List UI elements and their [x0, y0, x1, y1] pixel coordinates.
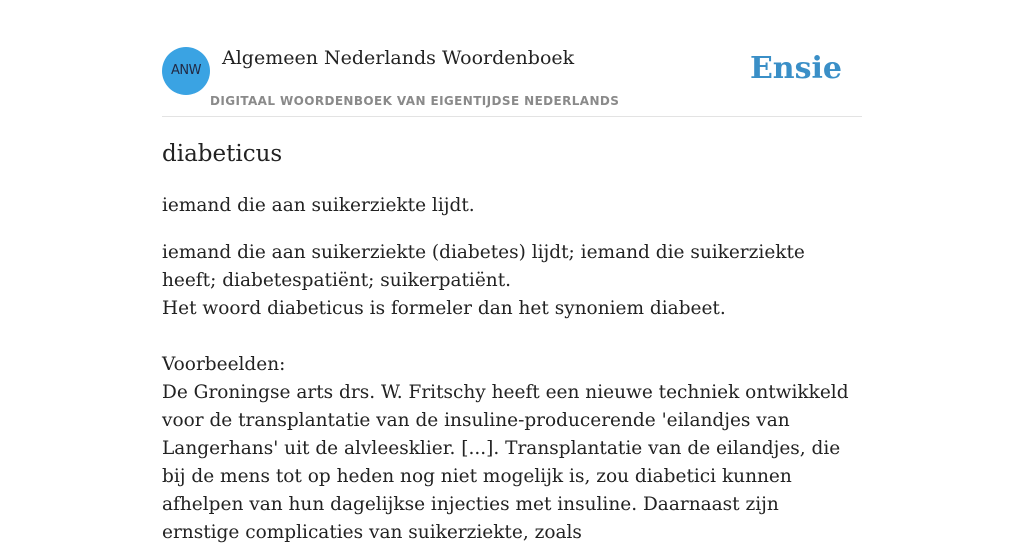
example-text: De Groningse arts drs. W. Fritschy heeft een nieuwe techniek ontwikkeld voor de transplantatie van de insuline-producerende 'eilandjes van Langerhans' uit de alvleesklier. [...]. Transplantatie van de eilandjes, die bij de mens tot op heden nog niet mogelijk is, zou diabetici kunnen afhelpen van hun dagelijkse injecties met insuline. Daarnaast zijn ernstige complicaties van suikerziekte, zoals [162, 382, 849, 543]
usage-note: Het woord diabeticus is formeler dan het synoniem diabeet. [162, 298, 726, 319]
entry-title: diabeticus [162, 141, 283, 167]
ensie-brand-logo[interactable]: Ensie [749, 51, 842, 86]
site-header [162, 47, 862, 117]
anw-logo[interactable]: ANW [162, 47, 210, 95]
examples-heading: Voorbeelden: [162, 354, 286, 375]
short-definition: iemand die aan suikerziekte lijdt. [162, 195, 475, 216]
entry-content [162, 138, 862, 547]
definition-line: iemand die aan suikerziekte (diabetes) lijdt; iemand die suikerziekte heeft; diabetespatiënt; suikerpatiënt. [162, 242, 805, 291]
site-subtitle: DIGITAAL WOORDENBOEK VAN EIGENTIJDSE NEDERLANDS [210, 94, 620, 108]
site-title[interactable]: Algemeen Nederlands Woordenboek [222, 47, 575, 69]
spacer [162, 323, 862, 351]
long-definition [162, 239, 862, 547]
